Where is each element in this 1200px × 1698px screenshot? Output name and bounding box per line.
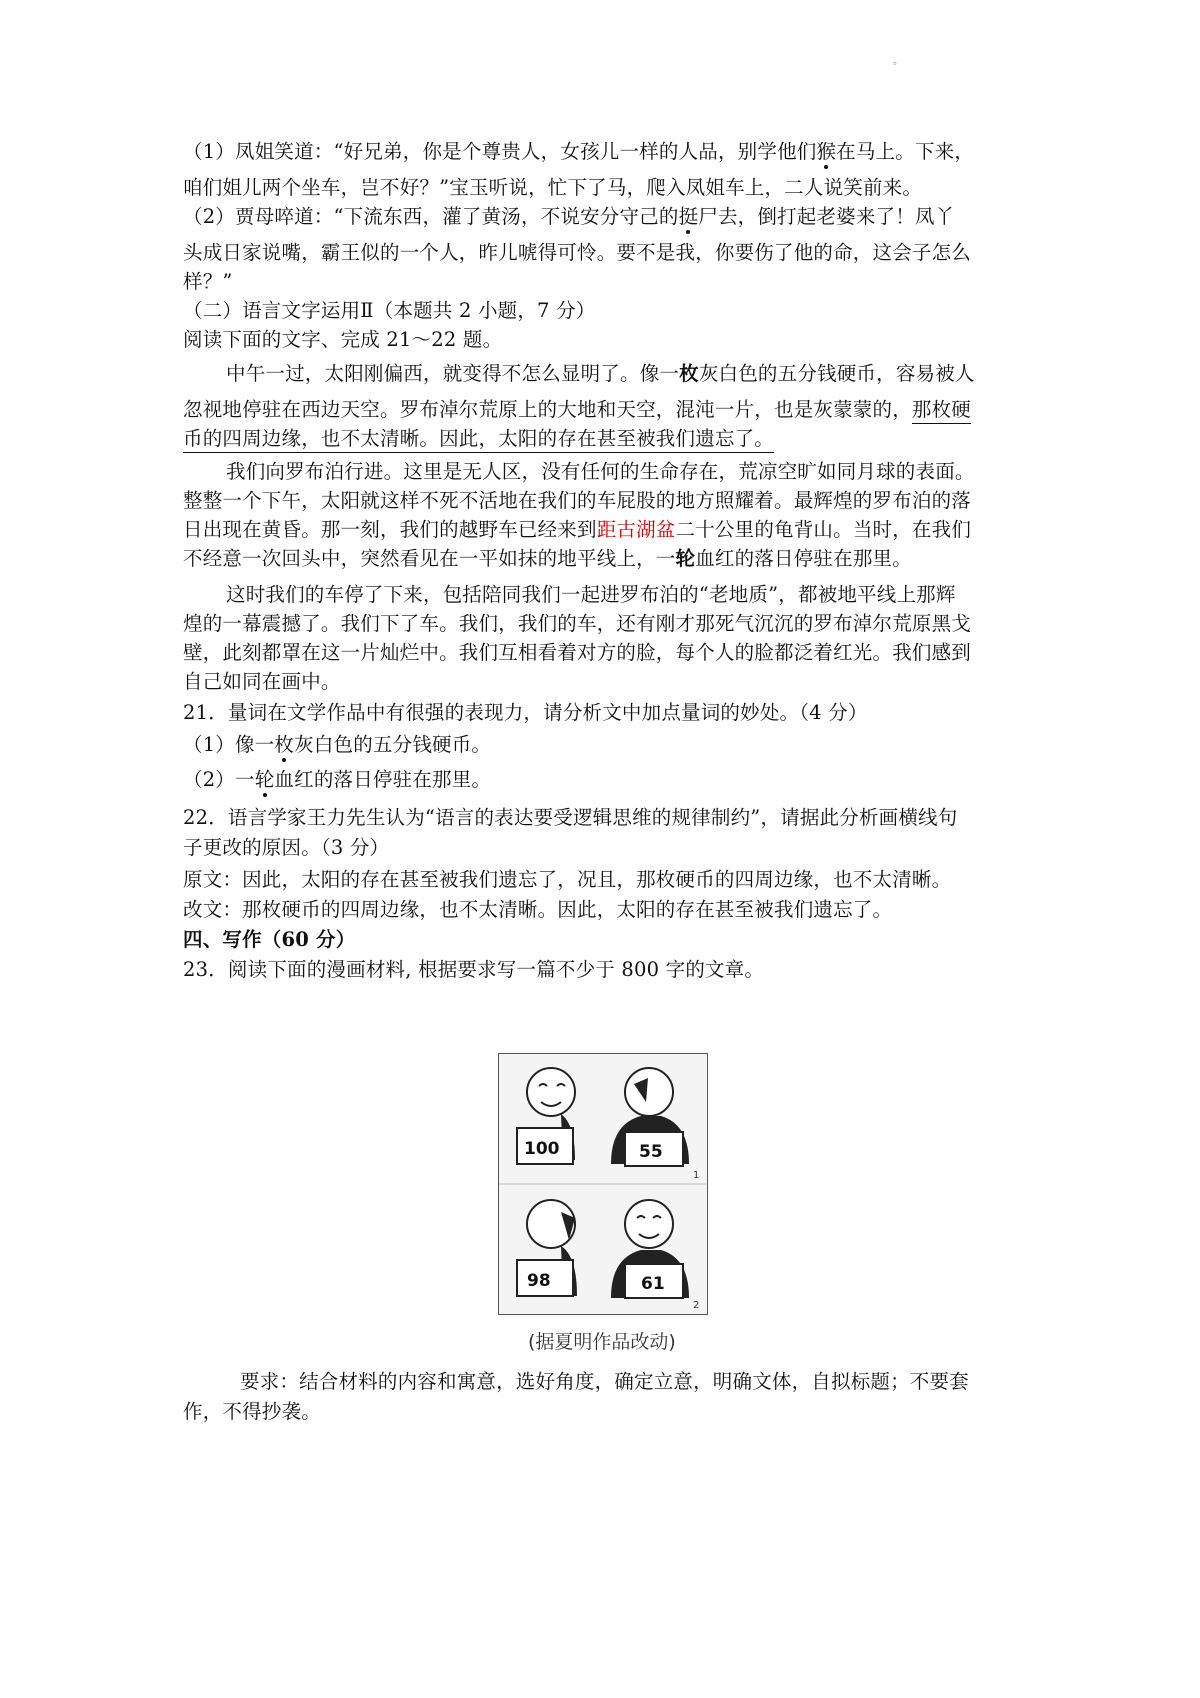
- dotted-char: 枚: [274, 733, 295, 756]
- q2-line-2: 头成日家说嘴，霸王似的一个人，昨儿唬得可怜。要不是我，你要伤了他的命，这会子怎么: [183, 241, 972, 264]
- q22-stem-1: 22．语言学家王力先生认为“语言的表达要受逻辑思维的规律制约”，请据此分析画横线句: [183, 806, 958, 829]
- underlined-sentence: 币的四周边缘，也不太清晰。因此，太阳的存在甚至被我们遗忘了。: [183, 427, 774, 453]
- panel-label-2: 2: [693, 1300, 700, 1311]
- score-55: 55: [639, 1142, 663, 1162]
- q23-requirement-1: 要求：结合材料的内容和寓意，选好角度，确定立意，明确文体，自拟标题；不要套: [240, 1370, 969, 1393]
- comic-drawing: [499, 1054, 706, 1313]
- face-icon: [527, 1068, 575, 1116]
- q22-stem-2: 子更改的原因。（3 分）: [183, 836, 390, 859]
- q21-text: （1）像一: [183, 733, 275, 756]
- passage-text: 中午一过，太阳刚偏西，就变得不怎么显明了。像一: [226, 362, 680, 385]
- face-icon: [625, 1068, 673, 1116]
- q21-stem: 21．量词在文学作品中有很强的表现力，请分析文中加点量词的妙处。（4 分）: [183, 701, 868, 724]
- passage-p1-l3: [183, 429, 1043, 449]
- passage-text: 二十公里的龟背山。当时，在我们: [675, 518, 972, 541]
- passage-text: 血红的落日停驻在那里。: [695, 547, 912, 570]
- q2-text-end: 尸去，倒打起老婆来了！凤丫: [698, 205, 955, 228]
- comic-image: [498, 1053, 708, 1315]
- q1-line-1: [183, 142, 1043, 162]
- passage-p3-l1: 这时我们的车停了下来，包括陪同我们一起进罗布泊的“老地质”，都被地平线上那辉: [226, 583, 956, 606]
- panel-label-1: 1: [693, 1170, 700, 1181]
- bold-measure-word: 轮: [675, 547, 696, 570]
- dotted-char: 猴: [816, 140, 837, 163]
- q21-sub-1: [183, 735, 1043, 755]
- score-61: 61: [641, 1274, 665, 1294]
- passage-p3-l4: 自己如同在画中。: [183, 670, 341, 693]
- q1-text-end: 在马上。下来，: [836, 140, 975, 163]
- q2-text: （2）贾母啐道：“下流东西，灌了黄汤，不说安分守己的: [183, 205, 679, 228]
- q1-text: （1）凤姐笑道：“好兄弟，你是个尊贵人，女孩儿一样的人品，别学他们: [183, 140, 817, 163]
- q1-line-2: 咱们姐儿两个坐车，岂不好？”宝玉听说，忙下了马，爬入凤姐车上，二人说笑前来。: [183, 176, 923, 199]
- passage-text: 忽视地停驻在西边天空。罗布淖尔荒原上的大地和天空，混沌一片，也是灰蒙蒙的，: [183, 398, 912, 421]
- passage-p2-l1: 我们向罗布泊行进。这里是无人区，没有任何的生命存在，荒凉空旷如同月球的表面。: [226, 460, 975, 483]
- passage-p2-l3: [183, 520, 1043, 540]
- passage-text: 日出现在黄昏。那一刻，我们的越野车已经来到: [183, 518, 597, 541]
- section2-intro: 阅读下面的文字、完成 21～22 题。: [183, 328, 503, 351]
- section4-title: 四、写作（60 分）: [183, 928, 356, 951]
- passage-text: 灰白色的五分钱硬币，容易被人: [698, 362, 975, 385]
- q22-original: 原文：因此，太阳的存在甚至被我们遗忘了，况且，那枚硬币的四周边缘，也不太清晰。: [183, 868, 952, 891]
- dotted-char: 轮: [254, 768, 275, 791]
- q23-stem: 23．阅读下面的漫画材料, 根据要求写一篇不少于 800 字的文章。: [183, 958, 765, 981]
- q2-line-3: 样？”: [183, 270, 233, 293]
- q2-line-1: [183, 207, 1043, 227]
- passage-p2-l2: 整整一个下午，太阳就这样不死不活地在我们的车屁股的地方照耀着。最辉煌的罗布泊的落: [183, 489, 972, 512]
- passage-p2-l4: [183, 549, 1043, 569]
- q23-requirement-2: 作，不得抄袭。: [183, 1400, 321, 1423]
- underlined-sentence: 那枚硬: [912, 398, 971, 424]
- passage-text: 不经意一次回头中，突然看见在一平如抹的地平线上，一: [183, 547, 676, 570]
- red-highlight-text: 距古湖盆: [596, 518, 676, 541]
- q21-sub-2: [183, 770, 1043, 790]
- section2-title: （二）语言文字运用Ⅱ（本题共 2 小题，7 分）: [183, 299, 596, 322]
- passage-p1-l2: [183, 400, 1043, 420]
- bold-measure-word: 枚: [679, 362, 699, 385]
- q21-text: 灰白色的五分钱硬币。: [294, 733, 492, 756]
- score-98: 98: [527, 1271, 551, 1291]
- q21-text: （2）一: [183, 768, 255, 791]
- passage-p3-l2: 煌的一幕震撼了。我们下了车。我们，我们的车，还有刚才那死气沉沉的罗布淖尔荒原黑戈: [183, 612, 972, 635]
- passage-p1-l1: [226, 364, 1086, 384]
- dotted-char: 挺: [678, 205, 699, 228]
- face-icon: [625, 1200, 673, 1248]
- comic-caption: (据夏明作品改动): [528, 1331, 676, 1353]
- score-100: 100: [524, 1139, 560, 1159]
- q21-text: 血红的落日停驻在那里。: [274, 768, 492, 791]
- q22-revised: 改文：那枚硬币的四周边缘，也不太清晰。因此，太阳的存在甚至被我们遗忘了。: [183, 898, 893, 921]
- passage-p3-l3: 壁，此刻都罩在这一片灿烂中。我们互相看着对方的脸，每个人的脸都泛着红光。我们感到: [183, 641, 972, 664]
- corner-mark: 。: [893, 56, 903, 67]
